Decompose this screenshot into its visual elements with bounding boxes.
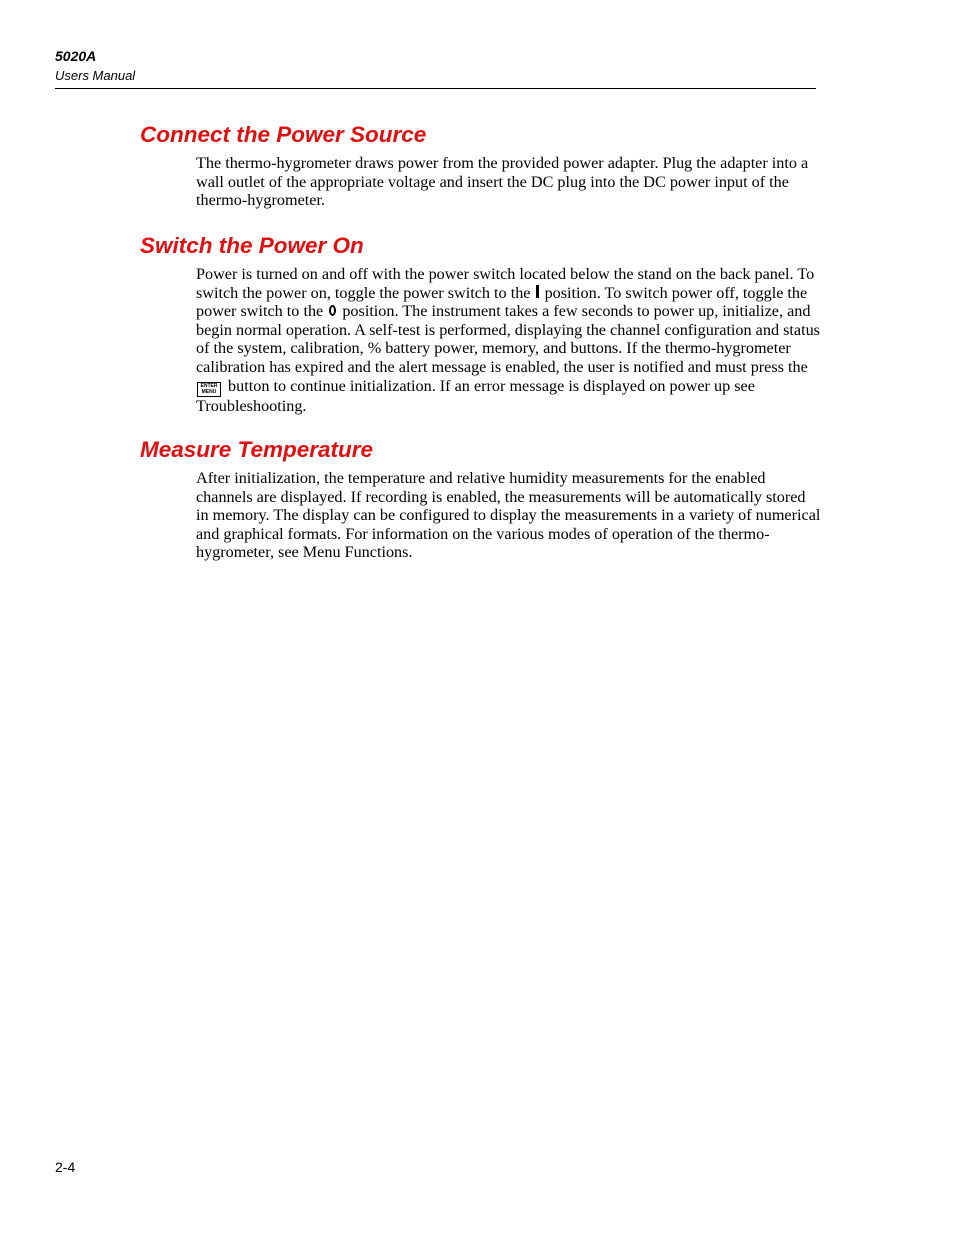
paragraph-connect-power-source: The thermo-hygrometer draws power from the provided power adapter. Plug the adapter into a wall outlet of the appropriate voltage and insert the DC plug into the DC power input of the thermo-hygrometer. bbox=[196, 154, 809, 210]
enter-menu-key-icon bbox=[197, 382, 221, 397]
key-label-top: ENTER bbox=[200, 383, 218, 390]
switch-power-text-1: Power is turned on and off with the power switch located below the stand on the back panel. To switch the power on, toggle the power switch to the bbox=[196, 265, 815, 302]
heading-connect-power-source: Connect the Power Source bbox=[140, 122, 427, 147]
paragraph-switch-power-on bbox=[196, 265, 821, 416]
heading-measure-temperature: Measure Temperature bbox=[140, 437, 374, 462]
switch-power-text-3: position. The instrument takes a few seconds to power up, initialize, and begin normal operation. A self-test is performed, displaying the channel configuration and status of the system, calibration, % battery power, memory, and buttons. If the thermo-hygrometer calibration has expired and the alert message is enabled, the user is notified and must press the bbox=[196, 302, 820, 376]
power-on-symbol-icon bbox=[536, 285, 539, 298]
model-name: 5020A bbox=[55, 48, 97, 64]
manual-title: Users Manual bbox=[55, 68, 136, 83]
heading-switch-power-on: Switch the Power On bbox=[140, 233, 364, 258]
key-label-bottom: MENU bbox=[201, 388, 217, 395]
switch-power-text-2: position. To switch power off, toggle the power switch to the bbox=[196, 283, 808, 321]
paragraph-measure-temperature: After initialization, the temperature and relative humidity measurements for the enabled channels are displayed. If recording is enabled, the measurements will be automatically stored in memory. The display can be configured to display the measurements in a variety of numerical and graphical formats. For information on the various modes of operation of the thermo-hygrometer, see Menu Functions. bbox=[196, 469, 821, 562]
switch-power-text-4: button to continue initialization. If an error message is displayed on power up see Troubleshooting. bbox=[196, 376, 755, 416]
page-header bbox=[55, 48, 816, 89]
power-off-symbol-icon bbox=[329, 305, 336, 316]
page-number: 2-4 bbox=[55, 1159, 76, 1175]
